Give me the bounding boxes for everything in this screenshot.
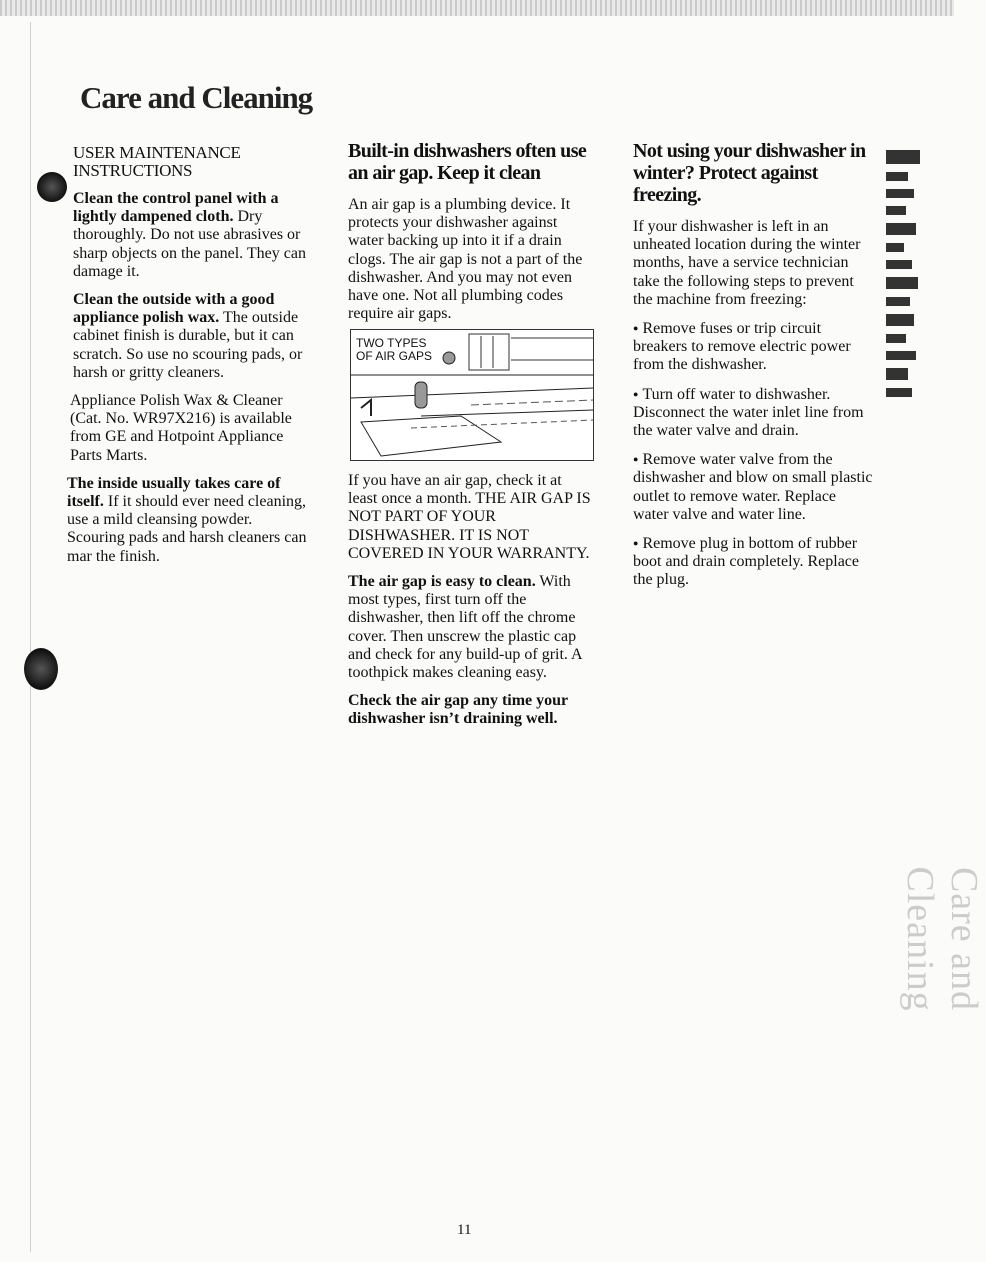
top-border xyxy=(0,0,954,16)
bullet-remove-valve: ● Remove water valve from the dishwasher and blow on small plastic outlet to remove water. Replace water valve and water line. xyxy=(633,450,873,524)
bullet-remove-fuses: ● Remove fuses or trip circuit breakers to remove electric power from the dishwasher. xyxy=(633,319,873,375)
side-index-tab xyxy=(886,150,926,470)
paragraph-inside: The inside usually takes care of itself. If it should ever need cleaning, use a mild cleansing powder. Scouring pads and harsh cleaners can mar the finish. xyxy=(67,474,307,565)
paragraph-polish-wax: Appliance Polish Wax & Cleaner (Cat. No. WR97X216) is available from GE and Hotpoint Appliance Parts Marts. xyxy=(70,392,292,464)
paragraph-check-draining: Check the air gap any time your dishwasher isn’t draining well. xyxy=(348,692,568,728)
figure-label: TWO TYPES OF AIR GAPS xyxy=(356,336,433,363)
binder-hole-middle xyxy=(24,648,58,690)
paragraph-check-monthly: If you have an air gap, check it at least once a month. THE AIR GAP IS NOT PART OF YOUR DISHWASHER. IT IS NOT COVERED IN YOUR WARRANTY. xyxy=(348,472,591,562)
subhead-user-maintenance: USER MAINTENANCE INSTRUCTIONS xyxy=(73,143,241,180)
column-winter xyxy=(633,140,873,600)
column-air-gap xyxy=(348,140,593,333)
page-title: Care and Cleaning xyxy=(80,80,313,115)
paragraph-outside: Clean the outside with a good appliance polish wax. The outside cabinet finish is durable, but it can scratch. So use no scouring pads, or harsh or gritty cleaners. xyxy=(73,291,303,381)
paragraph-easy-clean: The air gap is easy to clean. With most types, first turn off the dishwasher, then lift off the chrome cover. Then unscrew the plastic cap and check for any build-up of grit. A toothpick makes cleaning easy. xyxy=(348,573,582,682)
column-air-gap-continued xyxy=(348,472,593,739)
heading-air-gap: Built-in dishwashers often use an air gap. Keep it clean xyxy=(348,140,587,184)
page-number: 11 xyxy=(457,1222,472,1238)
heading-winter: Not using your dishwasher in winter? Protect against freezing. xyxy=(633,140,866,206)
side-tab-label: Care and Cleaning xyxy=(899,866,985,1012)
frame-line xyxy=(30,22,31,1252)
air-gap-illustration xyxy=(350,329,594,461)
paragraph-air-gap-intro: An air gap is a plumbing device. It protects your dishwasher against water backing up into it if a drain clogs. The air gap is not a part of the dishwasher. And you may not even have one. Not all plumbing codes require air gaps. xyxy=(348,196,583,323)
column-user-maintenance xyxy=(67,143,309,576)
binder-hole-top xyxy=(37,172,67,202)
paragraph-control-panel: Clean the control panel with a lightly dampened cloth. Dry thoroughly. Do not use abrasives or sharp objects on the panel. They can damage it. xyxy=(73,190,306,280)
paragraph-winter-intro: If your dishwasher is left in an unheated location during the winter months, have a service technician take the following steps to prevent the machine from freezing: xyxy=(633,218,861,308)
bullet-remove-plug: ● Remove plug in bottom of rubber boot and drain completely. Replace the plug. xyxy=(633,534,873,590)
bullet-turn-off-water: ● Turn off water to dishwasher. Disconnect the water inlet line from the water valve and drain. xyxy=(633,385,873,441)
